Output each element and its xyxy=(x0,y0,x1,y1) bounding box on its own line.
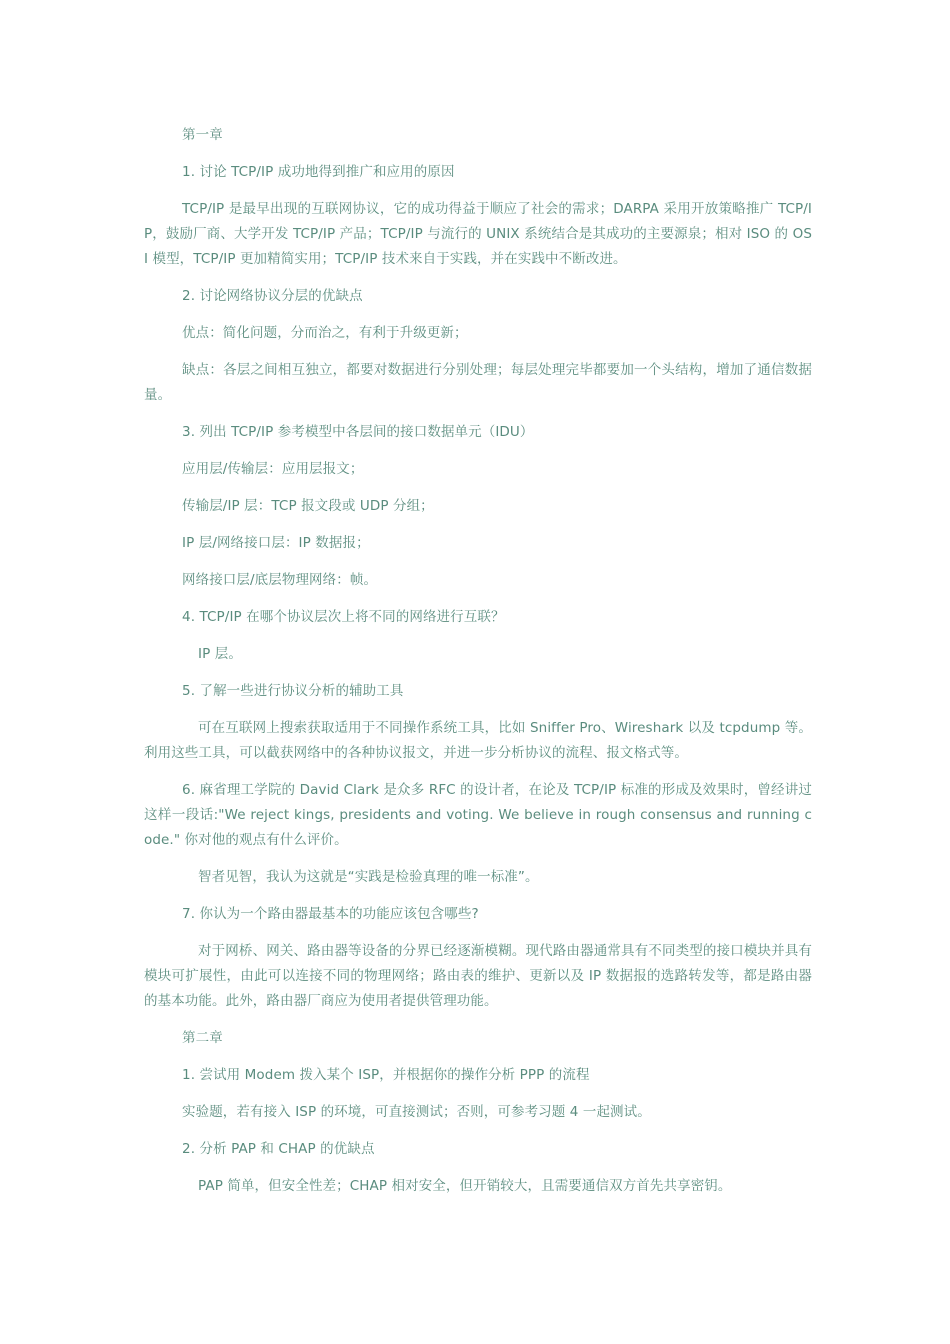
answer-paragraph: 智者见智，我认为这就是“实践是检验真理的唯一标准”。 xyxy=(198,869,539,885)
answer-paragraph: IP 层。 xyxy=(198,646,242,662)
answer-paragraph: 优点：简化问题，分而治之，有利于升级更新； xyxy=(182,325,468,341)
answer-paragraph: 对于网桥、网关、路由器等设备的分界已经逐渐模糊。现代路由器通常具有不同类型的接口模块并具有模块可扩展性，由此可以连接不同的物理网络；路由表的维护、更新以及 IP 数据报的选路转发等，都是路由器的基本功能。此外，路由器厂商应为使用者提供管理功能。 xyxy=(144,943,812,1009)
answer-paragraph: 缺点：各层之间相互独立，都要对数据进行分别处理；每层处理完毕都要加一个头结构，增加了通信数据量。 xyxy=(144,362,812,403)
question-heading: 4. TCP/IP 在哪个协议层次上将不同的网络进行互联？ xyxy=(182,609,505,625)
answer-paragraph: TCP/IP 是最早出现的互联网协议，它的成功得益于顺应了社会的需求；DARPA 采用开放策略推广 TCP/IP，鼓励厂商、大学开发 TCP/IP 产品；TCP/IP 与流行的 UNIX 系统结合是其成功的主要源泉；相对 ISO 的 OSI 模型，TCP/IP 更加精简实用；TCP/IP 技术来自于实践，并在实践中不断改进。 xyxy=(144,201,812,267)
answer-paragraph: IP 层/网络接口层：IP 数据报； xyxy=(182,535,370,551)
answer-paragraph: 可在互联网上搜索获取适用于不同操作系统工具，比如 Sniffer Pro、Wireshark 以及 tcpdump 等。利用这些工具，可以截获网络中的各种协议报文，并进一步分析协议的流程、报文格式等。 xyxy=(144,720,812,761)
question-heading: 2. 讨论网络协议分层的优缺点 xyxy=(182,288,363,304)
answer-paragraph: 应用层/传输层：应用层报文； xyxy=(182,461,364,477)
question-heading: 6. 麻省理工学院的 David Clark 是众多 RFC 的设计者，在论及 TCP/IP 标准的形成及效果时，曾经讲过这样一段话:"We reject kings, presidents and voting. We believe in rough consensus and running code." 你对他的观点有什么评价。 xyxy=(144,782,812,848)
chapter-heading: 第二章 xyxy=(182,1030,223,1046)
chapter-heading: 第一章 xyxy=(182,127,223,143)
question-heading: 5. 了解一些进行协议分析的辅助工具 xyxy=(182,683,404,699)
answer-paragraph: 实验题，若有接入 ISP 的环境，可直接测试；否则，可参考习题 4 一起测试。 xyxy=(182,1104,651,1120)
question-heading: 7. 你认为一个路由器最基本的功能应该包含哪些? xyxy=(182,906,479,922)
document-body xyxy=(144,123,812,1211)
question-heading: 1. 讨论 TCP/IP 成功地得到推广和应用的原因 xyxy=(182,164,455,180)
question-heading: 2. 分析 PAP 和 CHAP 的优缺点 xyxy=(182,1141,375,1157)
question-heading: 1. 尝试用 Modem 拨入某个 ISP，并根据你的操作分析 PPP 的流程 xyxy=(182,1067,590,1083)
answer-paragraph: 网络接口层/底层物理网络：帧。 xyxy=(182,572,378,588)
question-heading: 3. 列出 TCP/IP 参考模型中各层间的接口数据单元（IDU） xyxy=(182,424,534,440)
answer-paragraph: PAP 简单，但安全性差；CHAP 相对安全，但开销较大，且需要通信双方首先共享密钥。 xyxy=(198,1178,732,1194)
answer-paragraph: 传输层/IP 层：TCP 报文段或 UDP 分组； xyxy=(182,498,434,514)
